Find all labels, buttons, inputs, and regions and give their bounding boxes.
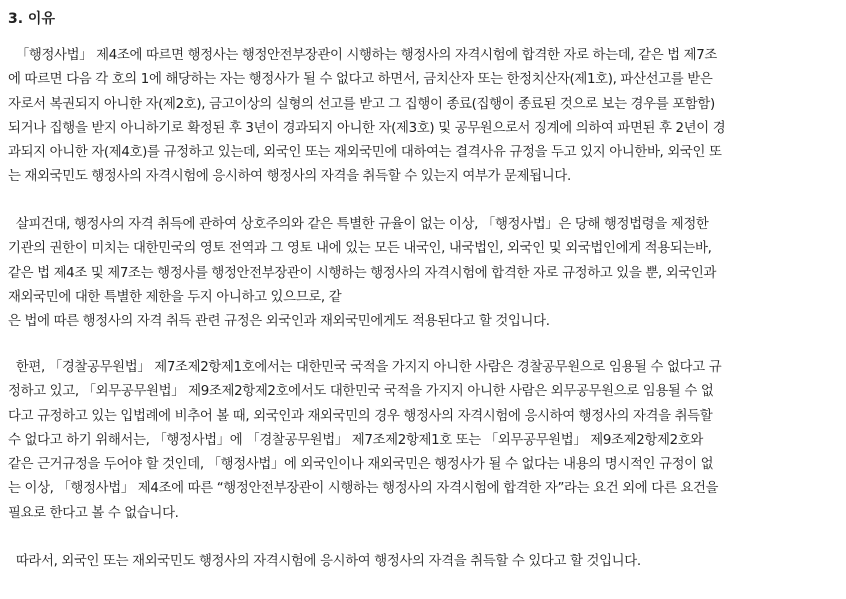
text-line: 필요로 한다고 볼 수 없습니다. — [8, 505, 179, 521]
paragraph-1 — [8, 44, 725, 190]
text-line: 살피건대, 행정사의 자격 취득에 관하여 상호주의와 같은 특별한 규율이 없는 이상, 「행정사법」은 당해 행정법령을 제정한 — [8, 217, 709, 232]
text-line: 는 재외국민도 행정사의 자격시험에 응시하여 행정사의 자격을 취득할 수 있는지 여부가 문제됩니다. — [8, 169, 571, 185]
text-line: 되거나 집행을 받지 아니하기로 확정된 후 3년이 경과되지 아니한 자(제3호) 및 공무원으로서 징계에 의하여 파면된 후 2년이 경 — [8, 120, 726, 136]
text-line: 과되지 아니한 자(제4호)를 규정하고 있는데, 외국인 또는 재외국민에 대하여는 결격사유 규정을 두고 있지 아니한바, 외국인 또 — [8, 145, 722, 161]
text-line: 한편, 「경찰공무원법」 제7조제2항제1호에서는 대한민국 국적을 가지지 아니한 사람은 경찰공무원으로 임용될 수 없다고 규 — [8, 360, 722, 375]
text-line: 수 없다고 하기 위해서는, 「행정사법」에 「경찰공무원법」 제7조제2항제1호 또는 「외무공무원법」 제9조제2항제2호와 — [8, 432, 703, 448]
section-heading: 3. 이유 — [8, 11, 55, 27]
paragraph-2 — [8, 213, 716, 334]
text-line: 는 이상, 「행정사법」 제4조에 따른 “행정안전부장관이 시행하는 행정사의 자격시험에 합격한 자”라는 요건 외에 다른 요건을 — [8, 481, 719, 497]
text-line: 재외국민에 대한 특별한 제한을 두지 아니하고 있으므로, 같 — [8, 289, 342, 305]
text-line: 같은 법 제4조 및 제7조는 행정사를 행정안전부장관이 시행하는 행정사의 자격시험에 합격한 자로 규정하고 있을 뿐, 외국인과 — [8, 265, 717, 281]
text-line: 따라서, 외국인 또는 재외국민도 행정사의 자격시험에 응시하여 행정사의 자격을 취득할 수 있다고 할 것입니다. — [8, 554, 641, 569]
text-line: 「행정사법」 제4조에 따르면 행정사는 행정안전부장관이 시행하는 행정사의 자격시험에 합격한 자로 하는데, 같은 법 제7조 — [8, 48, 718, 63]
text-line: 기관의 권한이 미치는 대한민국의 영토 전역과 그 영토 내에 있는 모든 내국인, 내국법인, 외국인 및 외국법인에게 적용되는바, — [8, 241, 712, 257]
text-line: 은 법에 따른 행정사의 자격 취득 관련 규정은 외국인과 재외국민에게도 적용된다고 할 것입니다. — [8, 314, 550, 330]
text-line: 에 따르면 다음 각 호의 1에 해당하는 자는 행정사가 될 수 없다고 하면서, 금치산자 또는 한정치산자(제1호), 파산선고를 받은 — [8, 72, 713, 88]
text-line: 정하고 있고, 「외무공무원법」 제9조제2항제2호에서도 대한민국 국적을 가지지 아니한 사람은 외무공무원으로 임용될 수 없 — [8, 384, 714, 400]
text-line: 같은 근거규정을 두어야 할 것인데, 「행정사법」에 외국인이나 재외국민은 행정사가 될 수 없다는 내용의 명시적인 규정이 없 — [8, 457, 714, 473]
paragraph-4 — [8, 550, 641, 574]
paragraph-3 — [8, 356, 721, 526]
text-line: 자로서 복권되지 아니한 자(제2호), 금고이상의 실형의 선고를 받고 그 집행이 종료(집행이 종료된 것으로 보는 경우를 포함함) — [8, 96, 715, 112]
text-line: 다고 규정하고 있는 입법례에 비추어 볼 때, 외국인과 재외국민의 경우 행정사의 자격시험에 응시하여 행정사의 자격을 취득할 — [8, 408, 713, 424]
